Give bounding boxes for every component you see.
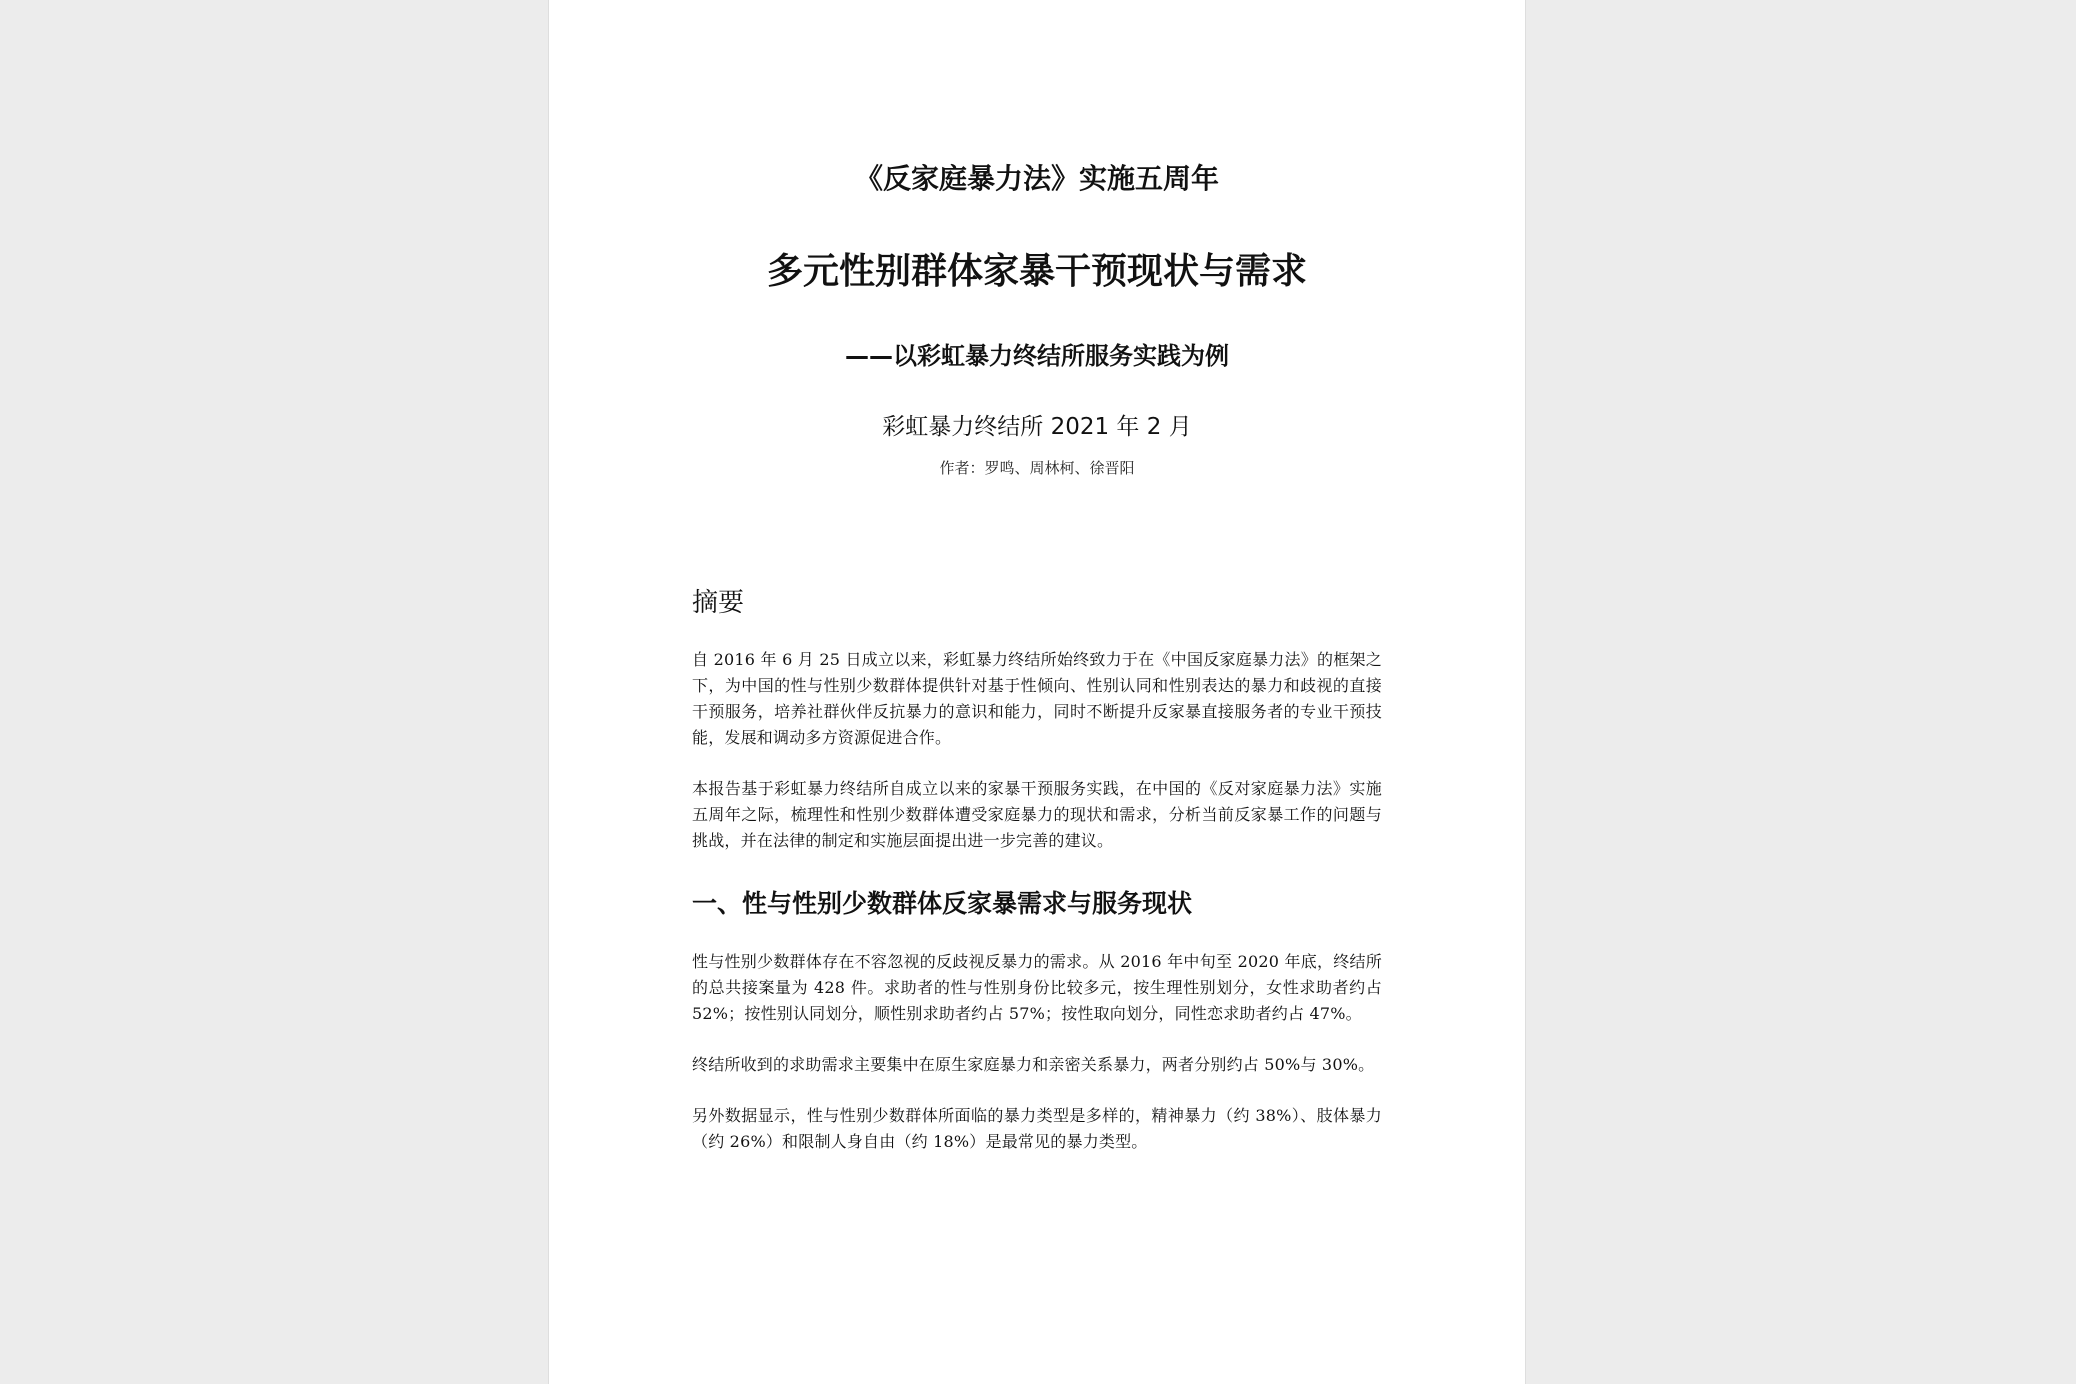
document-page: [548, 0, 1526, 1384]
report-kicker: 《反家庭暴力法》实施五周年: [854, 162, 1219, 195]
section-1-paragraph-2: 终结所收到的求助需求主要集中在原生家庭暴力和亲密关系暴力，两者分别约占 50%与 30%。: [692, 1055, 1375, 1074]
org-date-line: 彩虹暴力终结所 2021 年 2 月: [882, 414, 1192, 440]
report-title: 多元性别群体家暴干预现状与需求: [766, 251, 1307, 292]
section-1-paragraph-1: 性与性别少数群体存在不容忽视的反歧视反暴力的需求。从 2016 年中旬至 2020 年底，终结所的总共接案量为 428 件。求助者的性与性别身份比较多元，按生理性别划分，女性求助者约占 52%；按性别认同划分，顺性别求助者约占 57%；按性取向划分，同性恋求助者约占 47%。: [692, 952, 1382, 1023]
abstract-paragraph-2: 本报告基于彩虹暴力终结所自成立以来的家暴干预服务实践，在中国的《反对家庭暴力法》实施五周年之际，梳理性和性别少数群体遭受家庭暴力的现状和需求，分析当前反家暴工作的问题与挑战，并在法律的制定和实施层面提出进一步完善的建议。: [692, 779, 1382, 850]
abstract-heading: 摘要: [692, 588, 745, 618]
section-1-heading: 一、性与性别少数群体反家暴需求与服务现状: [692, 889, 1193, 918]
authors-line: 作者：罗鸣、周林柯、徐晋阳: [939, 459, 1135, 477]
section-1-paragraph-3: 另外数据显示，性与性别少数群体所面临的暴力类型是多样的，精神暴力（约 38%）、肢体暴力（约 26%）和限制人身自由（约 18%）是最常见的暴力类型。: [692, 1106, 1382, 1151]
report-subtitle: ——以彩虹暴力终结所服务实践为例: [845, 342, 1229, 370]
abstract-paragraph-1: 自 2016 年 6 月 25 日成立以来，彩虹暴力终结所始终致力于在《中国反家庭暴力法》的框架之下，为中国的性与性别少数群体提供针对基于性倾向、性别认同和性别表达的暴力和歧视的直接干预服务，培养社群伙伴反抗暴力的意识和能力，同时不断提升反家暴直接服务者的专业干预技能，发展和调动多方资源促进合作。: [692, 650, 1382, 747]
